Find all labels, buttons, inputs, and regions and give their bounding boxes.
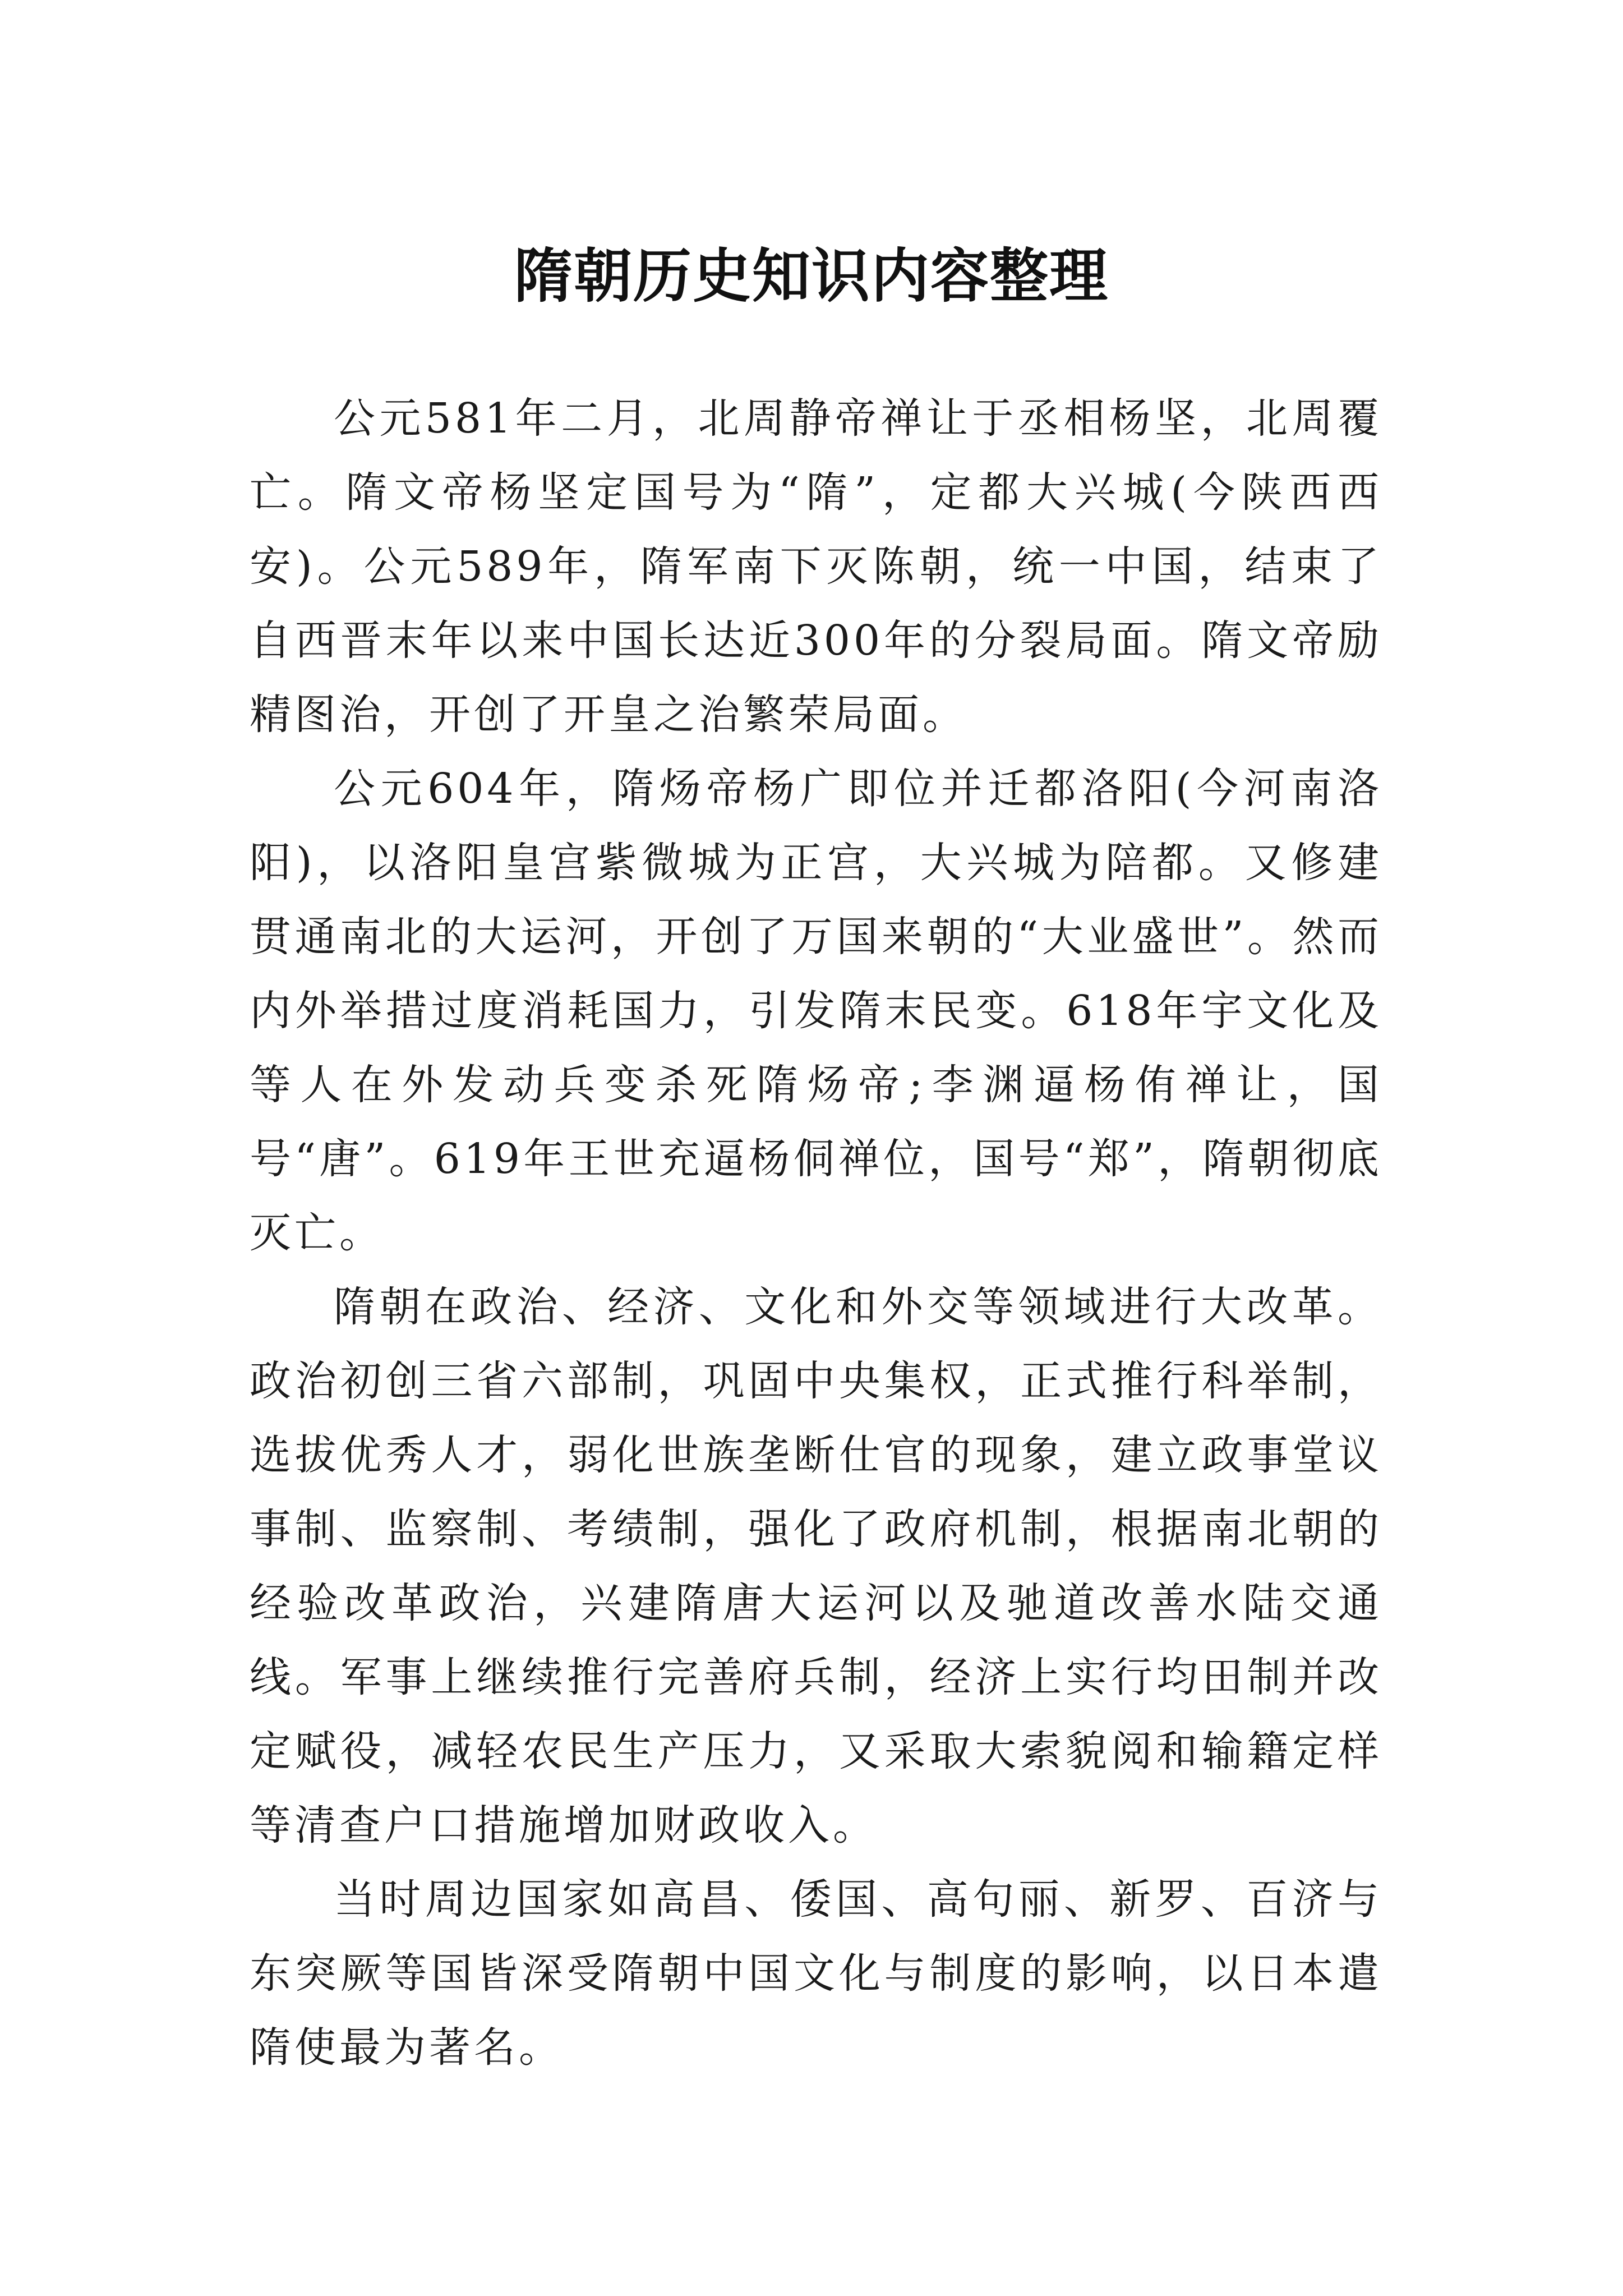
document-title: 隋朝历史知识内容整理 <box>514 241 1109 310</box>
document-body <box>250 381 1382 2085</box>
paragraph-yangdi: 公元604年，隋炀帝杨广即位并迁都洛阳(今河南洛阳)，以洛阳皇宫紫微城为正宫，大兴城为陪都。又修建贯通南北的大运河，开创了万国来朝的“大业盛世”。然而内外举措过度消耗国力，引发隋末民变。618年宇文化及等人在外发动兵变杀死隋炀帝;李渊逼杨侑禅让，国号“唐”。619年王世充逼杨侗禅位，国号“郑”，隋朝彻底灭亡。 <box>250 765 1382 1257</box>
paragraph-founding: 公元581年二月，北周静帝禅让于丞相杨坚，北周覆亡。隋文帝杨坚定国号为“隋”，定都大兴城(今陕西西安)。公元589年，隋军南下灭陈朝，统一中国，结束了自西晋末年以来中国长达近300年的分裂局面。隋文帝励精图治，开创了开皇之治繁荣局面。 <box>250 394 1382 739</box>
paragraph-influence: 当时周边国家如高昌、倭国、高句丽、新罗、百济与东突厥等国皆深受隋朝中国文化与制度的影响，以日本遣隋使最为著名。 <box>250 1875 1382 2072</box>
paragraph-reforms: 隋朝在政治、经济、文化和外交等领域进行大改革。政治初创三省六部制，巩固中央集权，正式推行科举制，选拔优秀人才，弱化世族垄断仕官的现象，建立政事堂议事制、监察制、考绩制，强化了政府机制，根据南北朝的经验改革政治，兴建隋唐大运河以及驰道改善水陆交通线。军事上继续推行完善府兵制，经济上实行均田制并改定赋役，减轻农民生产压力，又采取大索貌阅和输籍定样等清查户口措施增加财政收入。 <box>250 1283 1382 1849</box>
